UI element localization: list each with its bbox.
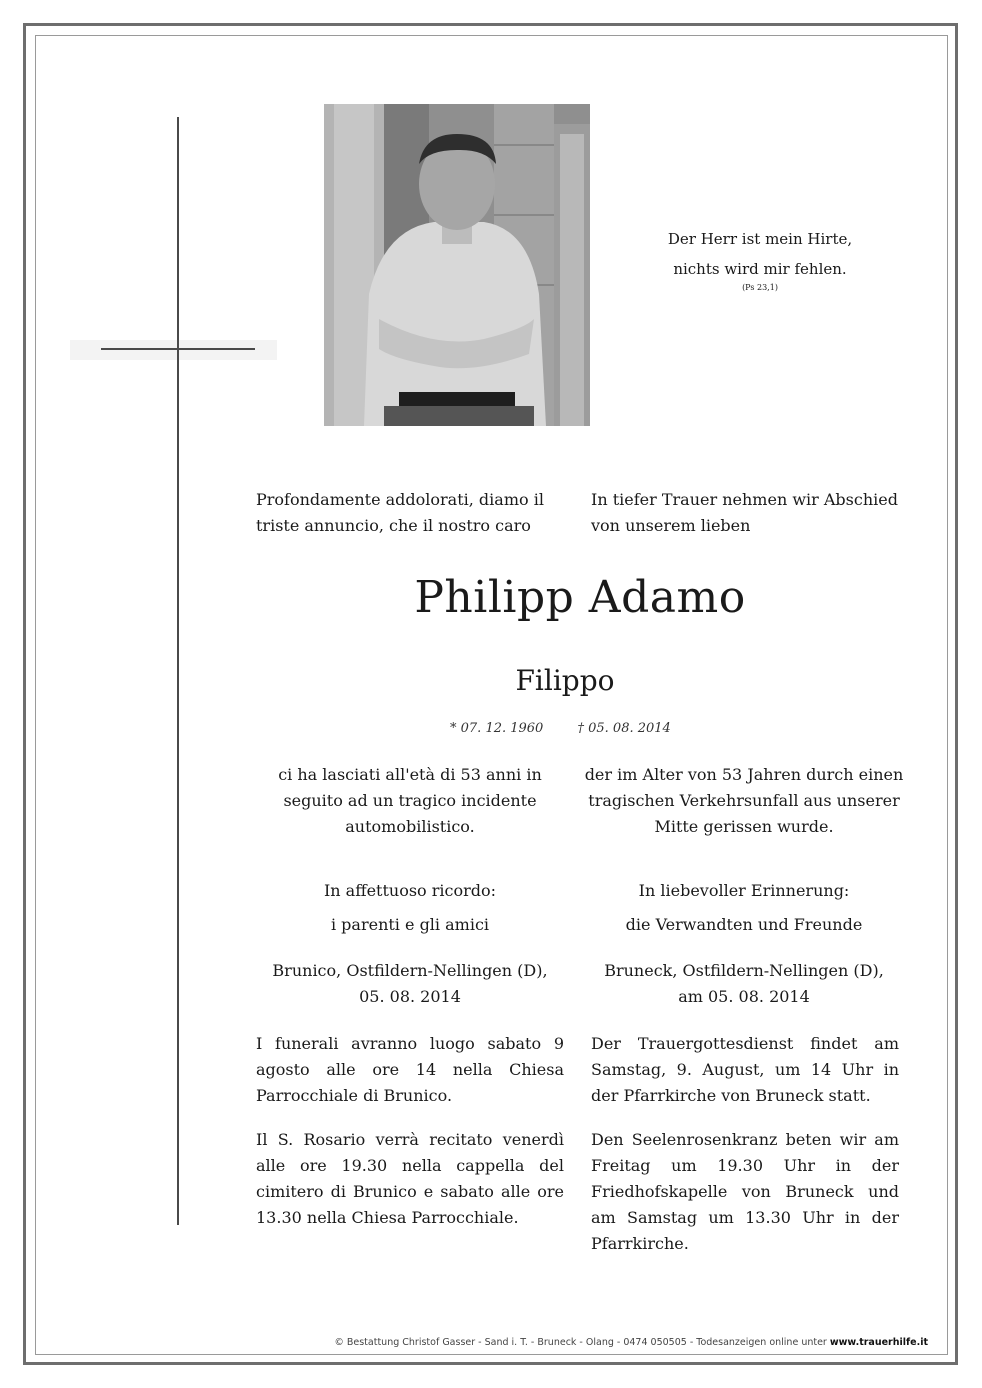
passing-german: der im Alter von 53 Jahren durch einen tragischen Verkehrsunfall aus unserer Mitte gerissen wurde. <box>584 765 904 836</box>
birth-date: * 07. 12. 1960 <box>450 721 544 736</box>
date-german: am 05. 08. 2014 <box>678 987 810 1006</box>
psalm-line-2: nichts wird mir fehlen. <box>673 260 847 278</box>
cross-vertical-bar <box>177 117 179 1225</box>
death-date: † 05. 08. 2014 <box>577 721 671 736</box>
memory-german-line-2: die Verwandten und Freunde <box>625 915 863 934</box>
memory-german-line-1: In liebevoller Erinnerung: <box>638 881 850 900</box>
rosary-german: Den Seelenrosenkranz beten wir am Freitag um 19.30 Uhr in der Friedhofskapelle von Bruneck und am Samstag um 13.30 Uhr in der Pfarrkirche. <box>591 1130 899 1253</box>
passing-italian: ci ha lasciati all'età di 53 anni in seguito ad un tragico incidente automobilistico. <box>278 765 542 836</box>
footer-link[interactable]: www.trauerhilfe.it <box>829 1337 928 1348</box>
place-german: Bruneck, Ostfildern-Nellingen (D), <box>604 961 884 980</box>
cross-shadow <box>70 340 277 360</box>
intro-italian: Profondamente addolorati, diamo il triste annuncio, che il nostro caro <box>256 490 544 535</box>
psalm-line-1: Der Herr ist mein Hirte, <box>667 230 853 248</box>
intro-german: In tiefer Trauer nehmen wir Abschied von unserem lieben <box>591 490 898 535</box>
place-date-italian <box>254 958 566 1010</box>
psalm-quote <box>640 224 880 294</box>
deceased-nickname: Filippo <box>515 664 615 697</box>
funeral-german: Der Trauergottesdienst findet am Samstag, 9. August, um 14 Uhr in der Pfarrkirche von Bruneck statt. <box>591 1034 899 1105</box>
life-dates <box>450 721 750 736</box>
deceased-name: Philipp Adamo <box>414 572 746 623</box>
memory-german <box>580 874 908 942</box>
footer <box>120 1337 928 1348</box>
place-italian: Brunico, Ostfildern-Nellingen (D), <box>272 961 548 980</box>
memory-italian <box>254 874 566 942</box>
portrait-photo <box>324 104 590 426</box>
date-italian: 05. 08. 2014 <box>359 987 461 1006</box>
footer-text: © Bestattung Christof Gasser - Sand i. T. - Bruneck - Olang - 0474 050505 - Todesanzeigen online unter <box>334 1337 827 1348</box>
funeral-italian: I funerali avranno luogo sabato 9 agosto alle ore 14 nella Chiesa Parrocchiale di Brunico. <box>256 1034 564 1105</box>
memory-italian-line-2: i parenti e gli amici <box>330 915 490 934</box>
rosary-italian: Il S. Rosario verrà recitato venerdì alle ore 19.30 nella cappella del cimitero di Brunico e sabato alle ore 13.30 nella Chiesa Parrocchiale. <box>256 1130 564 1227</box>
memory-italian-line-1: In affettuoso ricordo: <box>323 881 497 900</box>
cross-horizontal-bar <box>101 348 255 350</box>
place-date-german <box>580 958 908 1010</box>
psalm-reference: (Ps 23,1) <box>742 283 778 292</box>
